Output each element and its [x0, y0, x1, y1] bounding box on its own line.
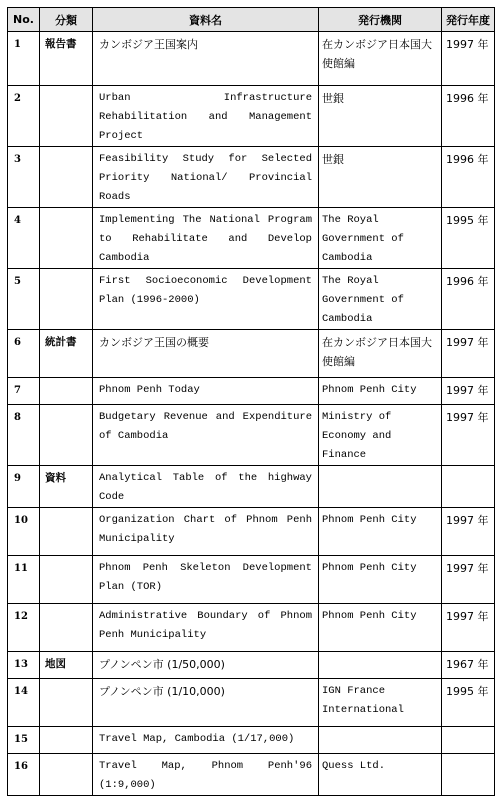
row-no: 5 [8, 269, 40, 330]
row-year [442, 754, 495, 796]
row-publisher: 在カンボジア日本国大使館編 [319, 330, 442, 378]
row-no: 12 [8, 604, 40, 652]
table-row [8, 508, 495, 556]
row-publisher: The Royal Government of Cambodia [319, 269, 442, 330]
header-title: 資料名 [93, 8, 319, 32]
header-year: 発行年度 [442, 8, 495, 32]
row-title: Analytical Table of the highway Code [93, 466, 319, 508]
row-category: 地図 [40, 652, 93, 679]
table-row [8, 378, 495, 405]
table-row [8, 727, 495, 754]
header-category: 分類 [40, 8, 93, 32]
row-title: Administrative Boundary of Phnom Penh Municipality [93, 604, 319, 652]
table-row [8, 556, 495, 604]
row-title: Phnom Penh Skeleton Development Plan (TOR) [93, 556, 319, 604]
row-year: 1996 年 [442, 269, 495, 330]
row-category [40, 269, 93, 330]
row-year: 1997 年 [442, 556, 495, 604]
row-no: 8 [8, 405, 40, 466]
table-row [8, 330, 495, 378]
row-category [40, 378, 93, 405]
row-year: 1997 年 [442, 32, 495, 86]
row-title: Urban Infrastructure Rehabilitation and Management Project [93, 86, 319, 147]
row-no: 7 [8, 378, 40, 405]
row-title: カンボジア王国の概要 [93, 330, 319, 378]
row-category [40, 727, 93, 754]
table-row [8, 32, 495, 86]
row-year [442, 466, 495, 508]
row-category: 統計書 [40, 330, 93, 378]
row-no: 11 [8, 556, 40, 604]
row-year: 1995 年 [442, 679, 495, 727]
row-publisher: Ministry of Economy and Finance [319, 405, 442, 466]
table-row [8, 208, 495, 269]
row-no: 13 [8, 652, 40, 679]
header-row [8, 8, 495, 32]
row-no: 2 [8, 86, 40, 147]
row-publisher: 世銀 [319, 86, 442, 147]
row-category [40, 405, 93, 466]
table-row [8, 679, 495, 727]
row-publisher [319, 727, 442, 754]
row-title: Implementing The National Program to Rehabilitate and Develop Cambodia [93, 208, 319, 269]
row-title: Feasibility Study for Selected Priority National/ Provincial Roads [93, 147, 319, 208]
row-no: 9 [8, 466, 40, 508]
row-title: Travel Map, Cambodia (1/17,000) [93, 727, 319, 754]
row-publisher: IGN France International [319, 679, 442, 727]
table-row [8, 652, 495, 679]
row-publisher: The Royal Government of Cambodia [319, 208, 442, 269]
row-no: 15 [8, 727, 40, 754]
table-row [8, 405, 495, 466]
row-publisher: Quess Ltd. [319, 754, 442, 796]
row-publisher [319, 466, 442, 508]
row-year: 1997 年 [442, 378, 495, 405]
table-row [8, 269, 495, 330]
row-no: 6 [8, 330, 40, 378]
table-row [8, 86, 495, 147]
row-category [40, 754, 93, 796]
row-publisher: Phnom Penh City [319, 378, 442, 405]
row-year: 1997 年 [442, 330, 495, 378]
row-title: プノンペン市 (1/50,000) [93, 652, 319, 679]
row-title: Travel Map, Phnom Penh'96 (1:9,000) [93, 754, 319, 796]
row-no: 1 [8, 32, 40, 86]
row-category [40, 508, 93, 556]
row-title: First Socioeconomic Development Plan (1996-2000) [93, 269, 319, 330]
row-publisher: Phnom Penh City [319, 508, 442, 556]
row-year: 1996 年 [442, 86, 495, 147]
row-title: Phnom Penh Today [93, 378, 319, 405]
header-publisher: 発行機関 [319, 8, 442, 32]
row-title: Budgetary Revenue and Expenditure of Cambodia [93, 405, 319, 466]
row-no: 4 [8, 208, 40, 269]
row-year: 1997 年 [442, 405, 495, 466]
row-year: 1997 年 [442, 508, 495, 556]
row-category [40, 679, 93, 727]
row-category [40, 604, 93, 652]
row-publisher [319, 652, 442, 679]
row-publisher: Phnom Penh City [319, 604, 442, 652]
row-year: 1967 年 [442, 652, 495, 679]
row-category: 資料 [40, 466, 93, 508]
row-no: 14 [8, 679, 40, 727]
row-year: 1995 年 [442, 208, 495, 269]
row-publisher: 世銀 [319, 147, 442, 208]
table-row [8, 466, 495, 508]
row-category [40, 86, 93, 147]
row-year: 1997 年 [442, 604, 495, 652]
row-year [442, 727, 495, 754]
row-title: カンボジア王国案内 [93, 32, 319, 86]
document-list-table [7, 7, 495, 796]
row-year: 1996 年 [442, 147, 495, 208]
row-category [40, 208, 93, 269]
row-no: 10 [8, 508, 40, 556]
table-row [8, 754, 495, 796]
header-no: No. [8, 8, 40, 32]
row-category: 報告書 [40, 32, 93, 86]
row-no: 16 [8, 754, 40, 796]
row-category [40, 556, 93, 604]
table-row [8, 604, 495, 652]
row-title: Organization Chart of Phnom Penh Municipality [93, 508, 319, 556]
row-category [40, 147, 93, 208]
row-no: 3 [8, 147, 40, 208]
row-publisher: Phnom Penh City [319, 556, 442, 604]
table-row [8, 147, 495, 208]
row-publisher: 在カンボジア日本国大使館編 [319, 32, 442, 86]
row-title: プノンペン市 (1/10,000) [93, 679, 319, 727]
